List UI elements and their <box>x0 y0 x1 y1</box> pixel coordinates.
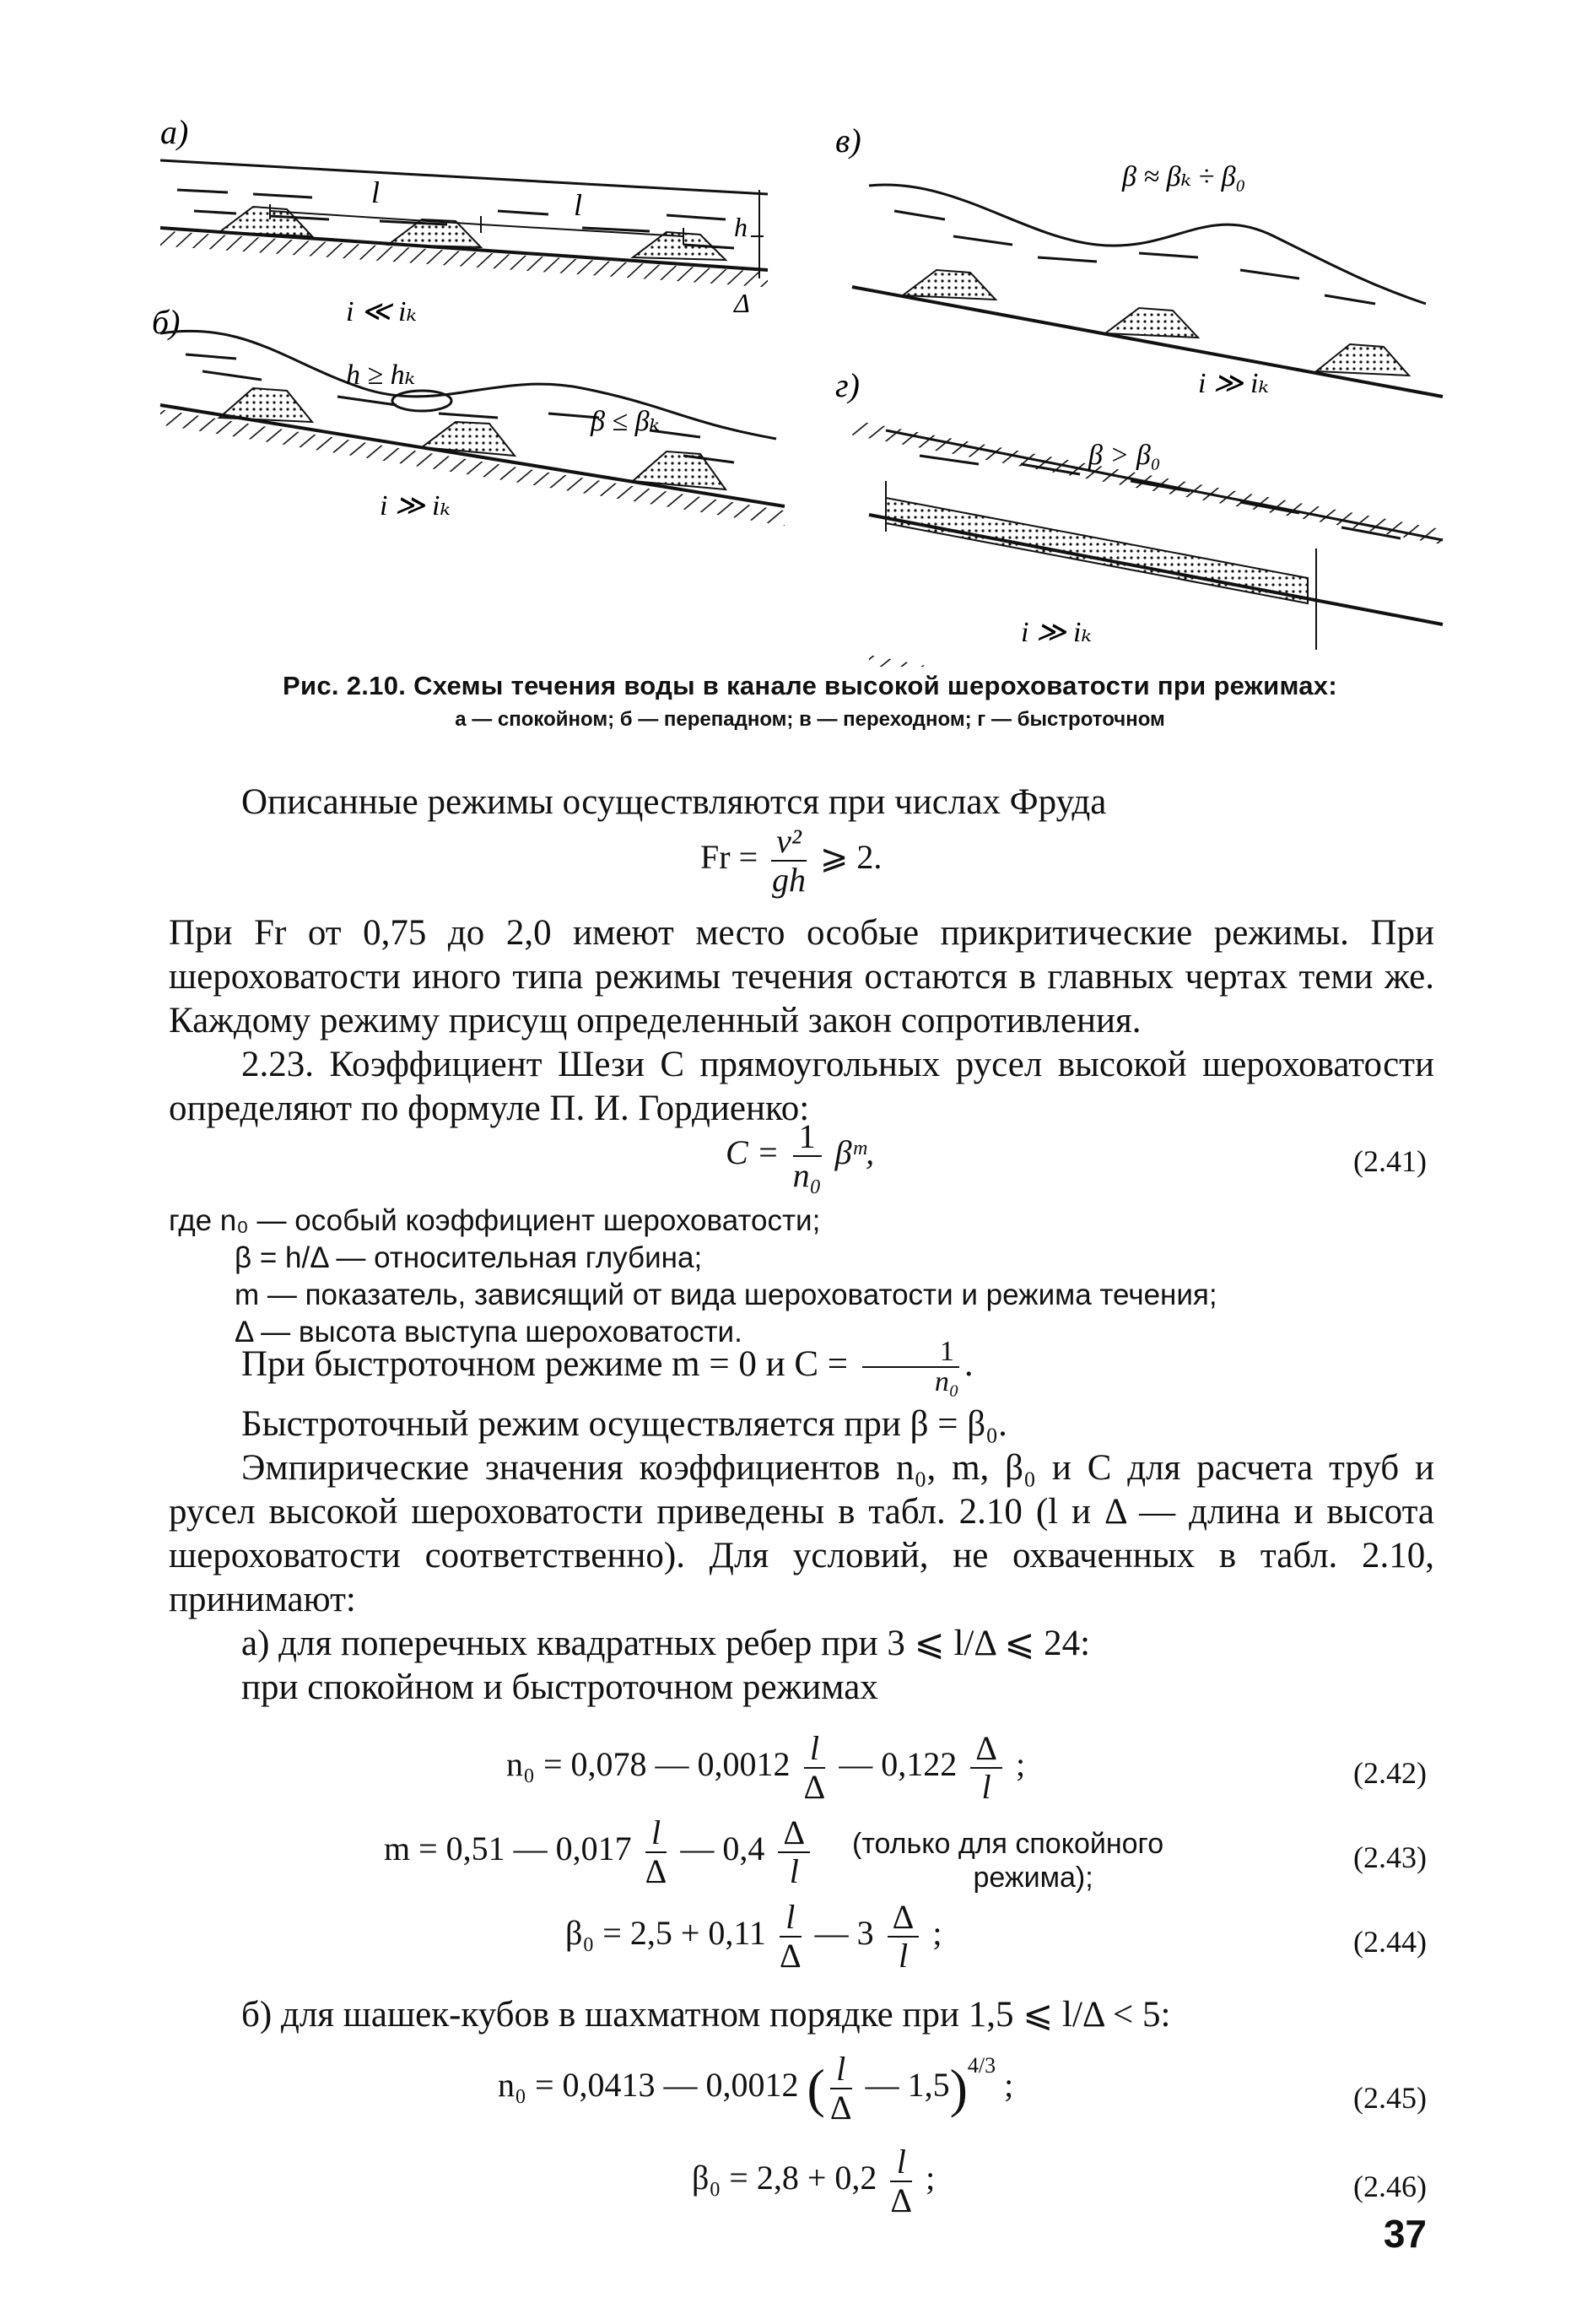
caption-line-1: Рис. 2.10. Схемы течения воды в канале высокой шероховатости при режимах: <box>283 671 1337 700</box>
paragraph-regimes: При Fr от 0,75 до 2,0 имеют место особые прикритические режимы. При шероховатости иного типа режимы течения остаются в главных чертах теми же. Каждому режиму присущ определенный закон сопротивления. <box>169 913 1434 1040</box>
eq242-f2-num: Δ <box>970 1730 1002 1769</box>
definition-delta: Δ — высота выступа шероховатости. <box>235 1316 742 1348</box>
panel-a <box>160 113 768 327</box>
caption-line-2: а — спокойном; б — перепадном; в — переходном; г — быстроточном <box>455 708 1165 731</box>
eq242-fraction-1 <box>804 1730 826 1806</box>
label-a-l1: l <box>371 176 381 209</box>
eq243-fraction-2 <box>778 1814 810 1890</box>
p4-text: При быстроточном режиме m = 0 и C = <box>241 1343 849 1384</box>
eq243-note-line-1: (только для спокойного <box>852 1828 1164 1860</box>
eq244-f2-den: l <box>898 1937 909 1975</box>
paragraph-ribs: а) для поперечных квадратных ребер при 3 ⩽ l/Δ ⩽ 24: <box>241 1624 1091 1663</box>
label-a-h: h <box>734 212 748 242</box>
eq244-fraction-1 <box>780 1899 802 1975</box>
eq244-f1-den: Δ <box>779 1937 802 1975</box>
eq242-f2-den: l <box>981 1768 991 1806</box>
eq243-note <box>852 1827 1163 1894</box>
label-b-h: h ≥ hₖ <box>346 359 416 391</box>
eq241-rhs: βᵐ, <box>834 1133 875 1172</box>
paragraph-regimes-calm: при спокойном и быстроточном режимах <box>241 1667 878 1707</box>
eq242-number: (2.42) <box>1353 1756 1427 1790</box>
eq242-f1-num: l <box>804 1730 826 1769</box>
label-b-i: i ≫ iₖ <box>380 490 451 522</box>
flow-schemes-drawing <box>143 110 1460 667</box>
eq243-f2-num: Δ <box>778 1814 810 1853</box>
eq244-fraction-2 <box>888 1899 920 1975</box>
p4-numerator: 1 <box>862 1338 959 1368</box>
label-g-i: i ≫ iₖ <box>1021 617 1092 648</box>
definition-n0: где n₀ — особый коэффициент шероховатости; <box>169 1204 821 1237</box>
eq245-part-c: ; <box>1004 2066 1014 2105</box>
eq241-numerator: 1 <box>793 1118 822 1157</box>
p4-fraction <box>862 1338 959 1397</box>
equation-2-42 <box>506 1730 1025 1806</box>
froude-fraction <box>771 823 807 899</box>
eq245-exponent: 4/3 <box>967 2052 996 2078</box>
eq241-lhs: C = <box>726 1133 780 1172</box>
eq241-denominator: n₀ <box>792 1156 822 1194</box>
p4-denominator: n₀ <box>934 1366 959 1397</box>
eq242-fraction-2 <box>970 1730 1002 1806</box>
eq246-f1-den: Δ <box>890 2181 913 2219</box>
froude-lhs: Fr = <box>700 838 758 877</box>
eq245-part-b: — 1,5 <box>865 2066 950 2105</box>
label-a-delta: Δ <box>734 288 750 318</box>
eq246-f1-num: l <box>890 2143 912 2182</box>
eq244-part-b: — 3 <box>814 1914 874 1953</box>
equation-2-45: n₀ = 0,0413 — 0,0012 ( $\frac{l}{\Delta}$ — 1,5)$^{4/3}$ ; <box>498 2050 1014 2127</box>
eq242-f1-den: Δ <box>803 1768 826 1806</box>
label-a-i: i ≪ iₖ <box>346 296 417 327</box>
eq244-number: (2.44) <box>1353 1925 1427 1959</box>
eq243-f2-den: l <box>789 1852 799 1890</box>
eq246-part-c: ; <box>926 2159 936 2197</box>
label-a-l2: l <box>574 188 583 222</box>
eq243-part-b: — 0,4 <box>680 1829 765 1868</box>
equation-2-41 <box>726 1118 874 1194</box>
eq244-part-c: ; <box>932 1914 942 1953</box>
paragraph-fast-regime <box>169 1338 1434 1397</box>
equation-2-44 <box>565 1899 942 1975</box>
eq242-part-c: ; <box>1015 1745 1026 1784</box>
froude-numerator: v² <box>771 823 807 862</box>
eq246-fraction-1 <box>890 2143 912 2219</box>
eq245-number: (2.45) <box>1353 2081 1427 2115</box>
paragraph-empirical: Эмпирические значения коэффициентов n₀, m, β₀ и C для расчета труб и русел высокой шероховатости приведены в табл. 2.10 (l и Δ — длина и высота шероховатости соответственно). Для условий, не охваченных в табл. 2.10, принимают: <box>169 1448 1434 1619</box>
eq242-part-b: — 0,122 <box>839 1745 958 1784</box>
page-number: 37 <box>1383 2212 1427 2256</box>
eq244-part-a: β₀ = 2,5 + 0,11 <box>565 1914 766 1953</box>
label-v-i: i ≫ iₖ <box>1198 368 1269 399</box>
froude-rhs: ⩾ 2. <box>819 838 883 877</box>
definition-m: m — показатель, зависящий от вида шероховатости и режима течения; <box>235 1278 1217 1311</box>
p4-end: . <box>964 1343 974 1384</box>
definitions-list <box>169 1203 1434 1351</box>
eq241-fraction <box>793 1118 822 1194</box>
definition-beta: β = h/Δ — относительная глубина; <box>235 1241 703 1274</box>
figure-caption <box>219 671 1401 732</box>
panel-b <box>152 303 785 526</box>
eq242-part-a: n₀ = 0,078 — 0,0012 <box>506 1745 791 1784</box>
eq243-number: (2.43) <box>1353 1840 1427 1874</box>
label-a: a) <box>160 113 189 151</box>
froude-formula <box>700 823 882 899</box>
paragraph-2-23: 2.23. Коэффициент Шези C прямоугольных русел высокой шероховатости определяют по формуле П. И. Гордиенко: <box>169 1045 1434 1128</box>
paragraph-froude: Описанные режимы осуществляются при числах Фруда <box>241 782 1107 822</box>
label-v-beta: β ≈ βₖ ÷ β₀ <box>1122 161 1246 192</box>
eq243-f1-num: l <box>645 1814 667 1853</box>
eq243-f1-den: Δ <box>645 1852 667 1890</box>
eq245-f1-den: Δ <box>829 2089 852 2127</box>
eq246-part-a: β₀ = 2,8 + 0,2 <box>692 2159 877 2197</box>
label-v: в) <box>835 122 861 159</box>
eq244-f2-num: Δ <box>888 1899 920 1938</box>
equation-2-43 <box>384 1814 815 1890</box>
eq243-note-line-2: режима); <box>973 1862 1093 1894</box>
figure-2-10 <box>143 110 1460 667</box>
eq241-number: (2.41) <box>1353 1144 1427 1178</box>
eq245-f1-num: l <box>830 2051 852 2089</box>
eq243-fraction-1 <box>645 1814 667 1890</box>
paragraph-fast-condition: Быстроточный режим осуществляется при β = β₀. <box>241 1404 1007 1444</box>
eq245-part-a: n₀ = 0,0413 — 0,0012 <box>498 2066 799 2105</box>
eq245-fraction-1 <box>830 2051 852 2127</box>
label-b: б) <box>152 303 181 341</box>
eq244-f1-num: l <box>780 1899 802 1938</box>
froude-denominator: gh <box>772 861 806 899</box>
label-g-beta: β > β₀ <box>1088 440 1161 471</box>
paragraph-cubes: б) для шашек-кубов в шахматном порядке при 1,5 ⩽ l/Δ < 5: <box>241 1995 1171 2035</box>
eq243-part-a: m = 0,51 — 0,017 <box>384 1829 632 1868</box>
label-g: г) <box>835 366 860 404</box>
eq246-number: (2.46) <box>1353 2170 1427 2203</box>
equation-2-46 <box>692 2143 935 2219</box>
label-b-beta: β ≤ βₖ <box>591 406 660 437</box>
